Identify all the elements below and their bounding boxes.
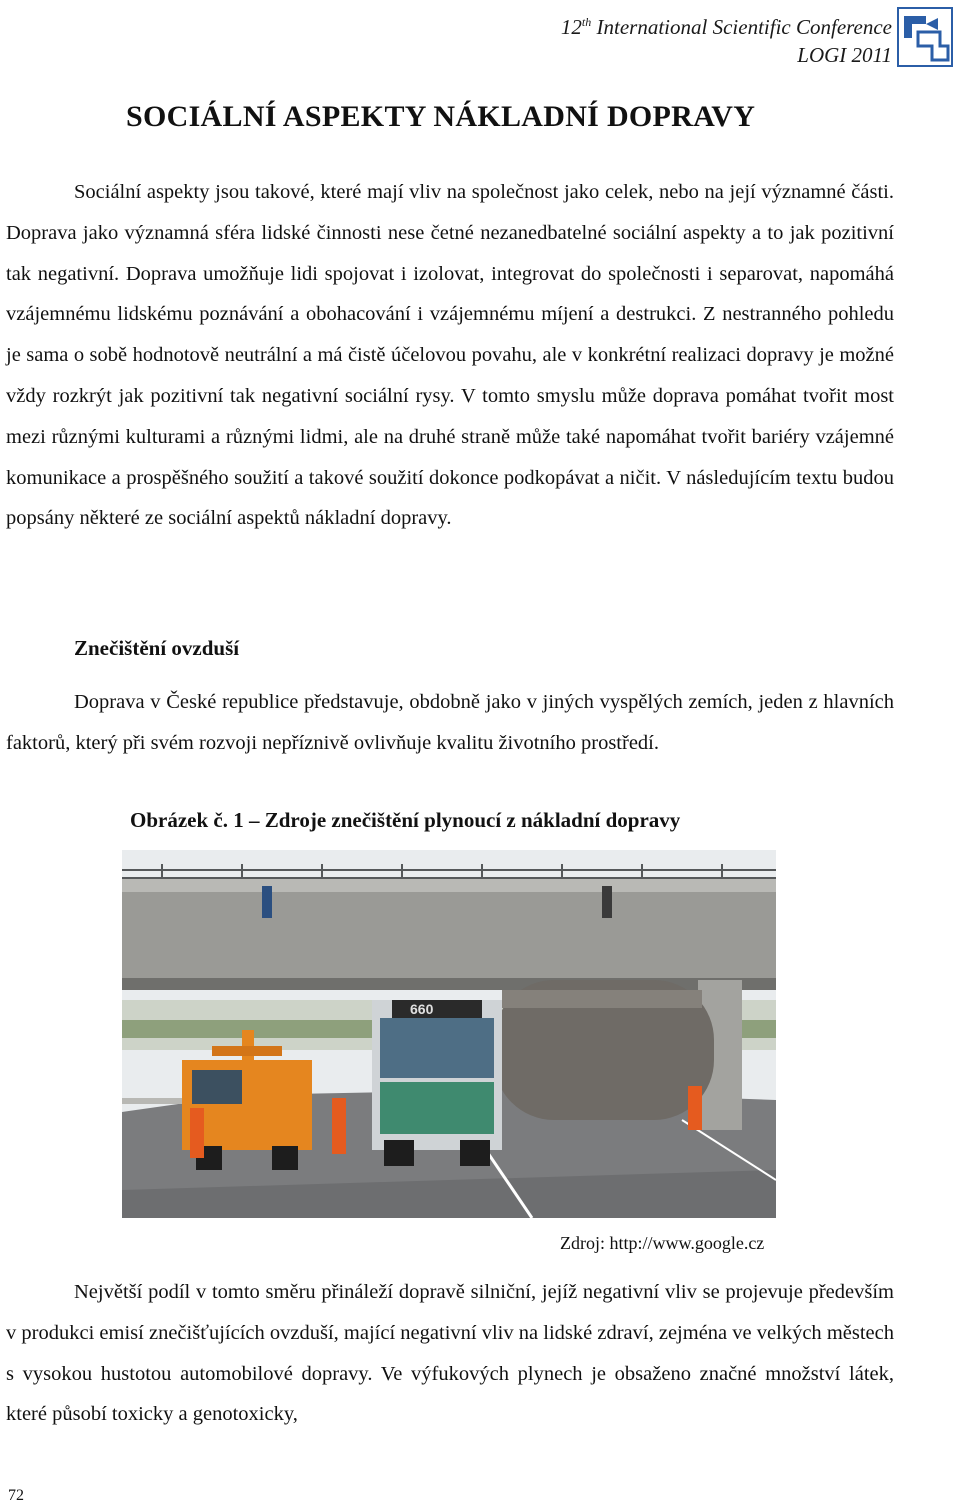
article-title: SOCIÁLNÍ ASPEKTY NÁKLADNÍ DOPRAVY (126, 100, 756, 133)
truck-label: 660 (410, 1001, 434, 1017)
page-number: 72 (8, 1487, 24, 1504)
edition-suffix: th (581, 15, 592, 29)
conference-header (561, 8, 892, 69)
conference-name: International Scientific Conference (596, 15, 892, 39)
air-pollution-paragraph (6, 682, 894, 764)
conference-logo-icon (896, 6, 954, 68)
road-transport-paragraph-text: Největší podíl v tomto směru přináleží dopravě silniční, jejíž negativní vliv se projevuje především v produkci emisí znečišťujících ovzduší, mající negativní vliv na lidské zdraví, zejména ve velkých městech s vysokou hustotou automobilové dopravy. Ve výfukových plynech je obsaženo značné množství látek, které působí toxicky a genotoxicky, (6, 1281, 894, 1426)
intro-paragraph (6, 172, 894, 539)
conference-name-line (561, 8, 892, 41)
section-heading: Znečištění ovzduší (74, 636, 240, 660)
event-name: LOGI 2011 (797, 43, 892, 67)
intro-paragraph-text: Sociální aspekty jsou takové, které mají vliv na společnost jako celek, nebo na její významné části. Doprava jako významná sféra lidské činnosti nese četné nezanedbatelné sociální aspekty a to jak pozitivní tak negativní. Doprava umožňuje lidi spojovat i izolovat, integrovat do společnosti i separovat, napomáhá vzájemnému lidskému poznávání a obohacování i vzájemnému míjení a destrukci. Z nestranného pohledu je sama o sobě hodnotově neutrální a má čistě účelovou povahu, ale v konkrétní realizaci dopravy je možné vždy rozkrýt jak pozitivní tak negativní sociální rysy. V tomto smyslu může doprava pomáhat tvořit most mezi různými kulturami a různými lidmi, ale na druhé straně může také napomáhat tvořit bariéry vzájemné komunikace a prospěšného soužití a takové soužití dokonce podkopávat a ničit. V následujícím textu budou popsány některé ze sociální aspektů nákladní dopravy. (6, 181, 894, 530)
truck-under-bridge-photo (122, 850, 776, 1218)
road-transport-paragraph (6, 1272, 894, 1435)
figure-caption: Obrázek č. 1 – Zdroje znečištění plynoucí z nákladní dopravy (130, 808, 681, 832)
air-pollution-paragraph-text: Doprava v České republice představuje, obdobně jako v jiných vyspělých zemích, jeden z hlavních faktorů, který při svém rozvoji nepříznivě ovlivňuje kvalitu životního prostředí. (6, 691, 894, 754)
edition-number: 12 (560, 15, 582, 39)
figure-source: Zdroj: http://www.google.cz (560, 1233, 765, 1253)
